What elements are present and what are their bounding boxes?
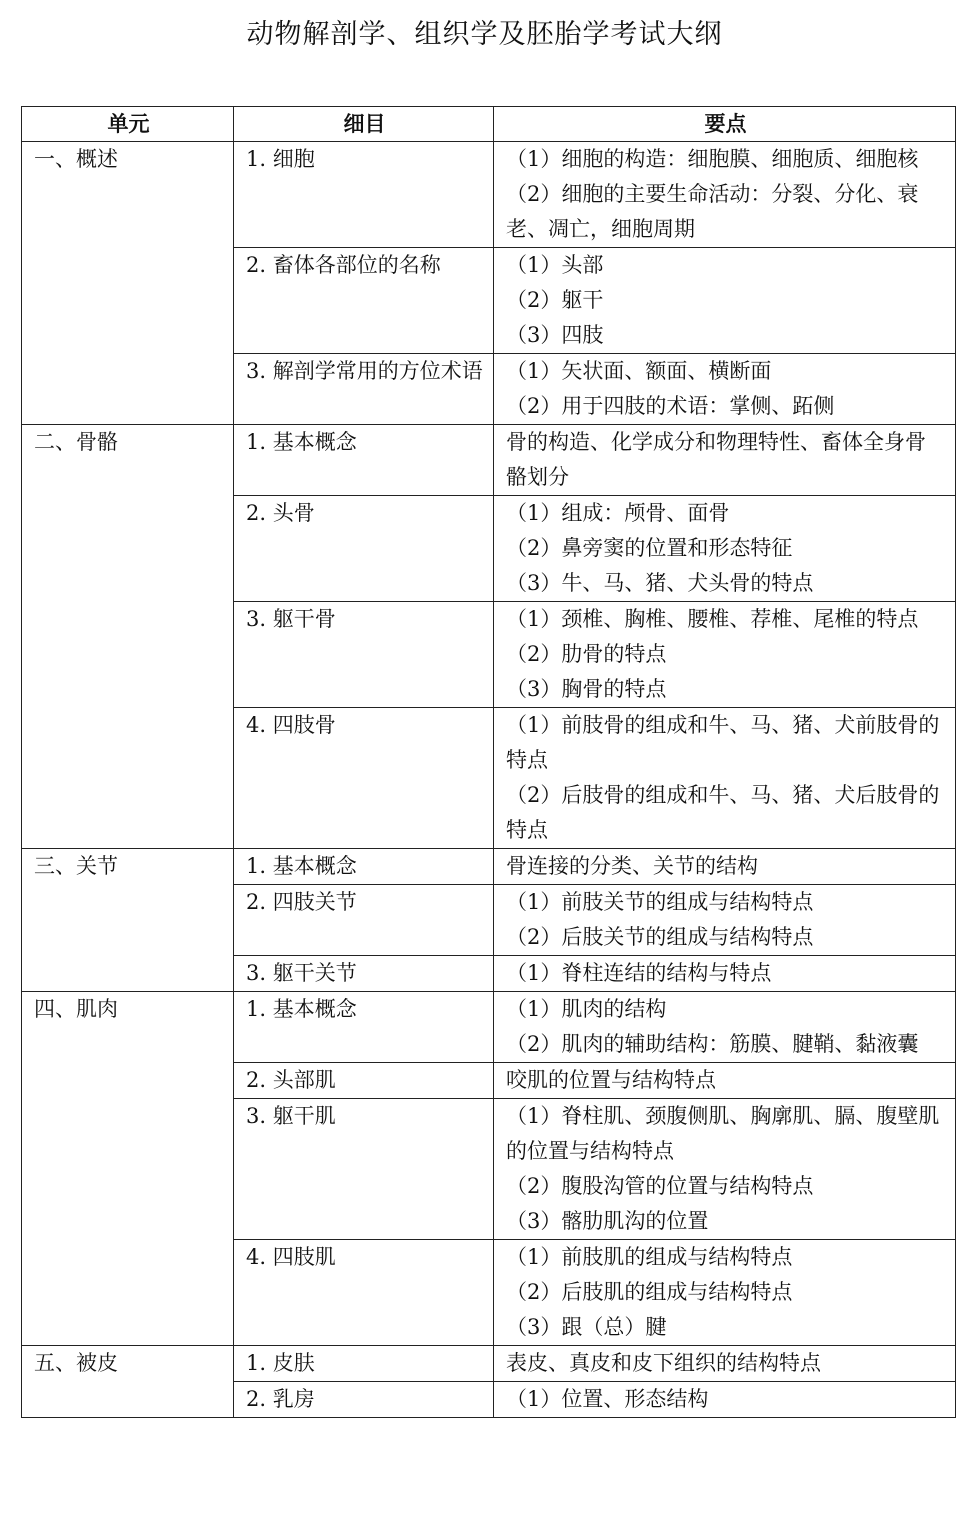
syllabus-table bbox=[21, 106, 956, 1418]
item-cell: 3. 躯干肌 bbox=[234, 1099, 494, 1240]
item-cell: 2. 四肢关节 bbox=[234, 885, 494, 956]
point-text: （1）矢状面、额面、横断面 bbox=[506, 359, 772, 383]
item-cell: 4. 四肢肌 bbox=[234, 1240, 494, 1346]
point-text: （1）前肢肌的组成与结构特点 bbox=[506, 1245, 793, 1269]
point-text: （2）鼻旁窦的位置和形态特征 bbox=[506, 536, 793, 560]
points-cell bbox=[494, 849, 956, 885]
item-cell: 2. 畜体各部位的名称 bbox=[234, 248, 494, 354]
item-cell: 3. 躯干关节 bbox=[234, 956, 494, 992]
item-cell: 2. 乳房 bbox=[234, 1382, 494, 1418]
points-cell bbox=[494, 956, 956, 992]
point-text: （3）跟（总）腱 bbox=[506, 1315, 667, 1339]
points-cell bbox=[494, 708, 956, 849]
point-text: 骨的构造、化学成分和物理特性、畜体全身骨骼划分 bbox=[506, 430, 926, 489]
points-cell bbox=[494, 248, 956, 354]
table-row bbox=[22, 992, 956, 1063]
header-points: 要点 bbox=[494, 107, 956, 142]
point-text: （2）细胞的主要生命活动：分裂、分化、衰老、凋亡，细胞周期 bbox=[506, 182, 919, 241]
point-text: （1）前肢关节的组成与结构特点 bbox=[506, 890, 814, 914]
item-cell: 2. 头骨 bbox=[234, 496, 494, 602]
table-row bbox=[22, 849, 956, 885]
point-text: （2）躯干 bbox=[506, 288, 604, 312]
points-cell bbox=[494, 354, 956, 425]
point-text: 表皮、真皮和皮下组织的结构特点 bbox=[506, 1351, 821, 1375]
point-text: （1）细胞的构造：细胞膜、细胞质、细胞核 bbox=[506, 147, 919, 171]
point-text: （2）后肢肌的组成与结构特点 bbox=[506, 1280, 793, 1304]
point-text: （1）头部 bbox=[506, 253, 604, 277]
point-text: （1）前肢骨的组成和牛、马、猪、犬前肢骨的特点 bbox=[506, 713, 940, 772]
table-body bbox=[22, 142, 956, 1418]
point-text: （1）颈椎、胸椎、腰椎、荐椎、尾椎的特点 bbox=[506, 607, 919, 631]
points-cell bbox=[494, 1240, 956, 1346]
point-text: （3）髂肋肌沟的位置 bbox=[506, 1209, 709, 1233]
point-text: （2）后肢骨的组成和牛、马、猪、犬后肢骨的特点 bbox=[506, 783, 940, 842]
item-cell: 1. 皮肤 bbox=[234, 1346, 494, 1382]
points-cell bbox=[494, 885, 956, 956]
unit-cell: 一、概述 bbox=[22, 142, 234, 425]
item-cell: 1. 细胞 bbox=[234, 142, 494, 248]
point-text: （2）肋骨的特点 bbox=[506, 642, 667, 666]
point-text: （3）牛、马、猪、犬头骨的特点 bbox=[506, 571, 814, 595]
points-cell bbox=[494, 1382, 956, 1418]
point-text: （1）位置、形态结构 bbox=[506, 1387, 709, 1411]
point-text: （3）胸骨的特点 bbox=[506, 677, 667, 701]
item-cell: 3. 躯干骨 bbox=[234, 602, 494, 708]
point-text: （1）组成：颅骨、面骨 bbox=[506, 501, 730, 525]
point-text: （2）后肢关节的组成与结构特点 bbox=[506, 925, 814, 949]
point-text: （1）肌肉的结构 bbox=[506, 997, 667, 1021]
item-cell: 1. 基本概念 bbox=[234, 849, 494, 885]
header-unit: 单元 bbox=[22, 107, 234, 142]
point-text: （1）脊柱连结的结构与特点 bbox=[506, 961, 772, 985]
item-cell: 1. 基本概念 bbox=[234, 425, 494, 496]
unit-cell: 五、被皮 bbox=[22, 1346, 234, 1418]
point-text: （2）腹股沟管的位置与结构特点 bbox=[506, 1174, 814, 1198]
points-cell bbox=[494, 602, 956, 708]
point-text: （2）用于四肢的术语：掌侧、跖侧 bbox=[506, 394, 835, 418]
point-text: 骨连接的分类、关节的结构 bbox=[506, 854, 758, 878]
point-text: （1）脊柱肌、颈腹侧肌、胸廓肌、膈、腹壁肌的位置与结构特点 bbox=[506, 1104, 940, 1163]
unit-cell: 三、关节 bbox=[22, 849, 234, 992]
points-cell bbox=[494, 992, 956, 1063]
unit-cell: 四、肌肉 bbox=[22, 992, 234, 1346]
document-title: 动物解剖学、组织学及胚胎学考试大纲 bbox=[246, 19, 723, 50]
points-cell bbox=[494, 1063, 956, 1099]
points-cell bbox=[494, 1099, 956, 1240]
header-item: 细目 bbox=[234, 107, 494, 142]
item-cell: 2. 头部肌 bbox=[234, 1063, 494, 1099]
table-row bbox=[22, 1346, 956, 1382]
table-header-row bbox=[22, 107, 956, 142]
point-text: （2）肌肉的辅助结构：筋膜、腱鞘、黏液囊 bbox=[506, 1032, 919, 1056]
item-cell: 3. 解剖学常用的方位术语 bbox=[234, 354, 494, 425]
unit-cell: 二、骨骼 bbox=[22, 425, 234, 849]
item-cell: 1. 基本概念 bbox=[234, 992, 494, 1063]
point-text: 咬肌的位置与结构特点 bbox=[506, 1068, 716, 1092]
points-cell bbox=[494, 1346, 956, 1382]
points-cell bbox=[494, 142, 956, 248]
point-text: （3）四肢 bbox=[506, 323, 604, 347]
points-cell bbox=[494, 496, 956, 602]
table-row bbox=[22, 142, 956, 248]
points-cell bbox=[494, 425, 956, 496]
item-cell: 4. 四肢骨 bbox=[234, 708, 494, 849]
table-row bbox=[22, 425, 956, 496]
